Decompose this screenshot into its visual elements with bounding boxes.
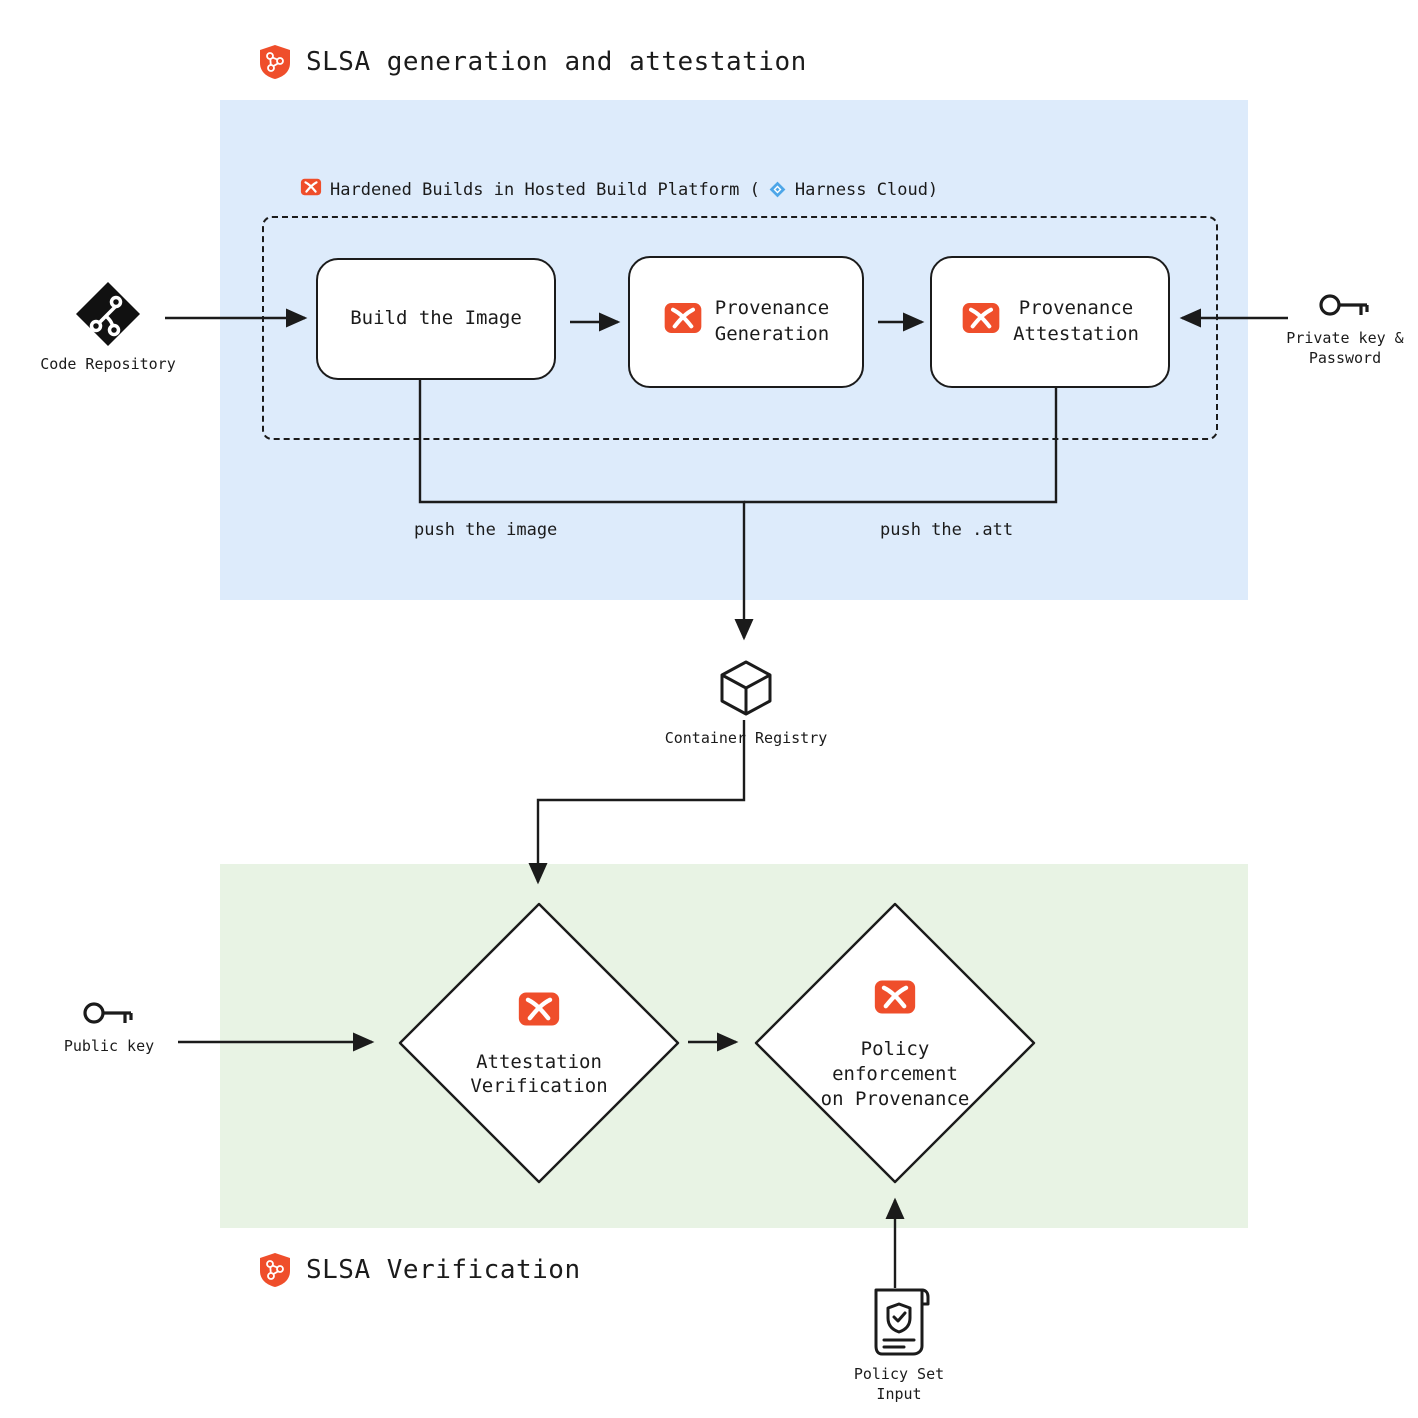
endpoint-policy-set-input-label: Policy Set Input bbox=[853, 1365, 945, 1404]
key-icon bbox=[34, 996, 184, 1030]
node-provenance-generation[interactable] bbox=[628, 256, 864, 388]
verification-section-title bbox=[258, 1252, 581, 1288]
endpoint-container-registry[interactable] bbox=[626, 656, 866, 748]
slsa-shield-icon bbox=[258, 1252, 292, 1288]
endpoint-public-key-label: Public key bbox=[63, 1037, 155, 1055]
node-policy-enforcement[interactable] bbox=[748, 896, 1042, 1190]
endpoint-policy-set-input[interactable] bbox=[806, 1282, 992, 1405]
node-build-the-image-label: Build the Image bbox=[350, 307, 522, 330]
node-provenance-attestation[interactable] bbox=[930, 256, 1170, 388]
harness-logo-icon bbox=[517, 987, 561, 1038]
platform-label-before: Hardened Builds in Hosted Build Platform ( bbox=[330, 179, 760, 200]
edge-label-push-att: push the .att bbox=[880, 520, 1014, 540]
verification-section-title-text: SLSA Verification bbox=[306, 1255, 581, 1285]
harness-logo-icon bbox=[873, 975, 917, 1026]
verification-section-band bbox=[220, 864, 1248, 1228]
harness-cloud-icon bbox=[768, 180, 787, 199]
edge-label-push-image: push the image bbox=[414, 520, 558, 540]
git-icon bbox=[28, 278, 188, 350]
node-policy-enforcement-label: Policy enforcement on Provenance bbox=[820, 1038, 970, 1110]
endpoint-code-repository[interactable] bbox=[28, 278, 188, 374]
node-provenance-attestation-label: Provenance Attestation bbox=[1013, 297, 1139, 345]
key-icon bbox=[1272, 288, 1418, 322]
platform-label-after: Harness Cloud) bbox=[794, 179, 939, 200]
endpoint-container-registry-label: Container Registry bbox=[664, 729, 828, 747]
policy-scroll-icon bbox=[806, 1282, 992, 1358]
node-attestation-verification-label: Attestation Verification bbox=[470, 1050, 608, 1098]
endpoint-private-key-label: Private key & Password bbox=[1286, 329, 1404, 368]
endpoint-private-key[interactable] bbox=[1272, 288, 1418, 369]
cube-icon bbox=[626, 656, 866, 720]
node-build-the-image[interactable] bbox=[316, 258, 556, 380]
generation-section-title bbox=[258, 44, 807, 80]
generation-section-title-text: SLSA generation and attestation bbox=[306, 47, 807, 77]
node-attestation-verification[interactable] bbox=[392, 896, 686, 1190]
slsa-shield-icon bbox=[258, 44, 292, 80]
harness-logo-icon bbox=[300, 176, 322, 203]
endpoint-public-key[interactable] bbox=[34, 996, 184, 1056]
harness-logo-icon bbox=[961, 298, 1001, 346]
node-provenance-generation-label: Provenance Generation bbox=[714, 297, 830, 345]
harness-logo-icon bbox=[663, 298, 703, 346]
hardened-build-platform-label bbox=[300, 176, 938, 203]
endpoint-code-repository-label: Code Repository bbox=[40, 355, 176, 373]
